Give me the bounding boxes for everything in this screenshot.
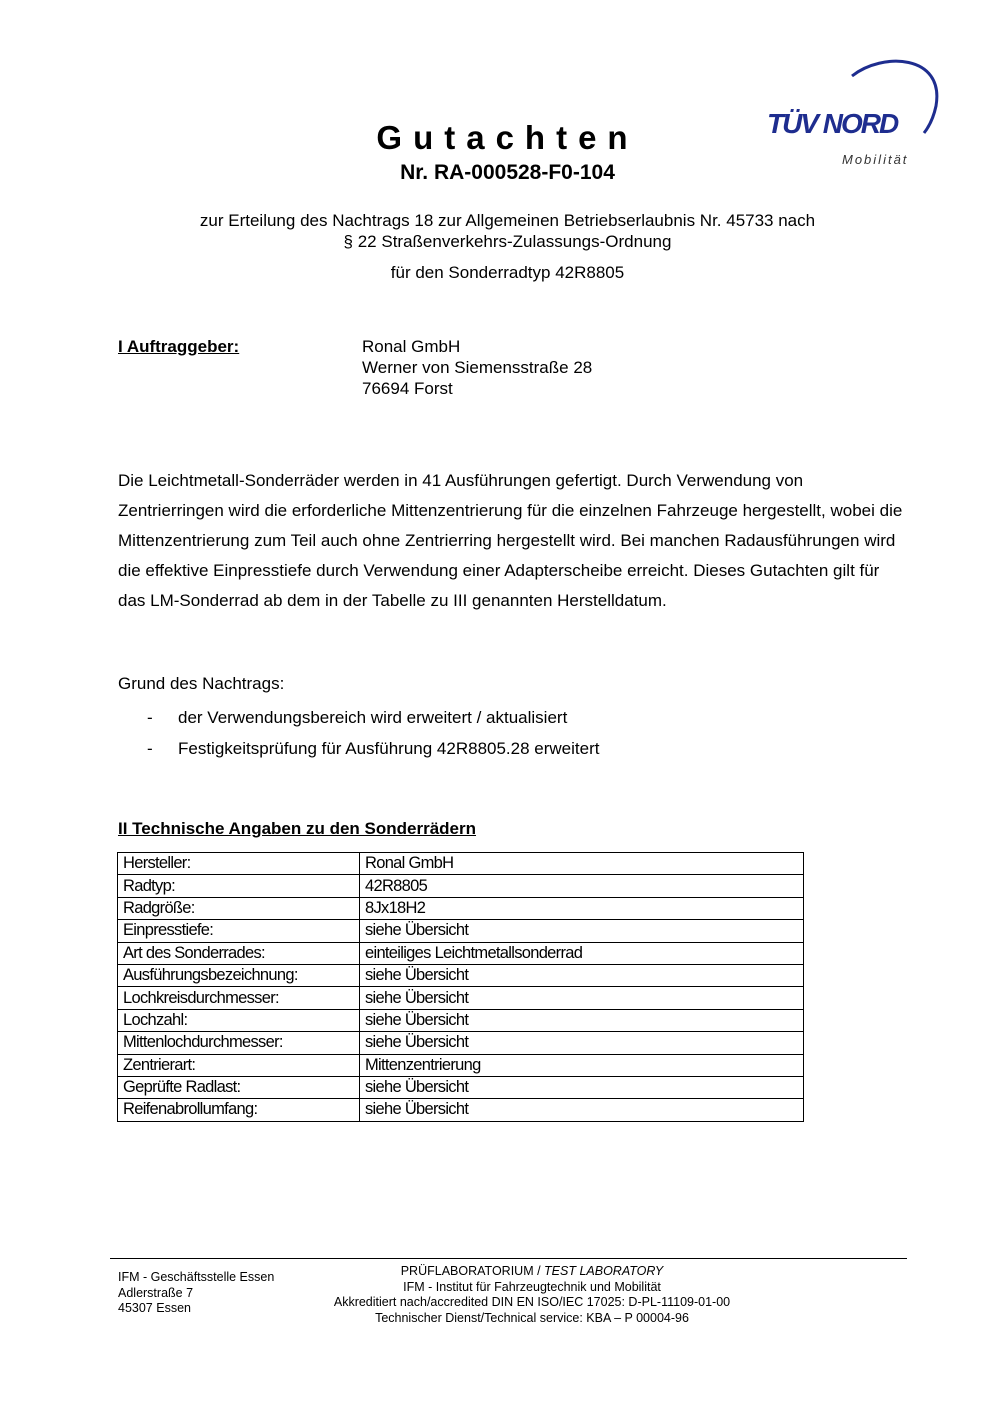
- tuv-nord-logo: [760, 56, 945, 171]
- table-value: siehe Übersicht: [360, 920, 804, 942]
- table-value: einteiliges Leichtmetallsonderrad: [360, 942, 804, 964]
- reason-text: der Verwendungsbereich wird erweitert / aktualisiert: [178, 708, 568, 727]
- table-key: Radgröße:: [118, 897, 360, 919]
- intro-line-1: zur Erteilung des Nachtrags 18 zur Allgemeinen Betriebserlaubnis Nr. 45733 nach: [199, 211, 816, 230]
- reason-heading: Grund des Nachtrags:: [118, 674, 285, 693]
- table-value: 8Jx18H2: [360, 897, 804, 919]
- intro-line-2: § 22 Straßenverkehrs-Zulassungs-Ordnung: [343, 232, 672, 251]
- description-paragraph: Die Leichtmetall-Sonderräder werden in 41 Ausführungen gefertigt. Durch Verwendung von Zentrierringen wird die erforderliche Mittenzentrierung für die einzelnen Fahrzeuge hergestellt, wobei die Mittenzentrierung zum Teil auch ohne Zentrierring hergestellt wird. Bei manchen Radausführungen wird die effektive Einpresstiefe durch Verwendung einer Adapterscheibe erreicht. Dieses Gutachten gilt für das LM-Sonderrad ab dem in der Tabelle zu III genannten Herstelldatum.: [118, 471, 903, 610]
- document-title: Gutachten: [376, 119, 639, 156]
- table-row: [118, 1099, 804, 1121]
- footer-city: 45307 Essen: [118, 1301, 191, 1315]
- table-row: [118, 875, 804, 897]
- table-key: Einpresstiefe:: [118, 920, 360, 942]
- table-row: [118, 1032, 804, 1054]
- list-item: [118, 733, 599, 764]
- client-city: 76694 Forst: [362, 379, 453, 398]
- client-address: [362, 336, 592, 399]
- client-label: I Auftraggeber:: [118, 337, 240, 356]
- intro-text: [0, 210, 993, 252]
- technical-heading: II Technische Angaben zu den Sonderrädern: [118, 819, 477, 838]
- table-row: [118, 964, 804, 986]
- table-row: [118, 853, 804, 875]
- list-dash: -: [147, 739, 153, 758]
- table-key: Mittenlochdurchmesser:: [118, 1032, 360, 1054]
- table-value: 42R8805: [360, 875, 804, 897]
- footer-institute: IFM - Institut für Fahrzeugtechnik und Mobilität: [403, 1279, 661, 1294]
- client-name: Ronal GmbH: [362, 337, 461, 356]
- footer-lab-line: [0, 1264, 993, 1280]
- table-key: Reifenabrollumfang:: [118, 1099, 360, 1121]
- technical-table: [117, 852, 804, 1122]
- logo-brand: TÜV NORD: [767, 108, 898, 139]
- table-value: siehe Übersicht: [360, 1099, 804, 1121]
- footer-lab-en: TEST LABORATORY: [544, 1264, 664, 1278]
- footer-service: Technischer Dienst/Technical service: KBA – P 00004-96: [375, 1310, 689, 1325]
- radtyp-line: für den Sonderradtyp 42R8805: [390, 263, 625, 282]
- table-row: [118, 1009, 804, 1031]
- table-value: Mittenzentrierung: [360, 1054, 804, 1076]
- table-row: [118, 1054, 804, 1076]
- table-value: siehe Übersicht: [360, 964, 804, 986]
- footer-lab-info: [0, 1264, 993, 1326]
- reason-list: [118, 702, 599, 764]
- reason-text: Festigkeitsprüfung für Ausführung 42R8805.28 erweitert: [178, 739, 600, 758]
- table-row: [118, 942, 804, 964]
- table-key: Art des Sonderrades:: [118, 942, 360, 964]
- footer-lab-de: PRÜFLABORATORIUM /: [400, 1264, 545, 1278]
- table-key: Zentrierart:: [118, 1054, 360, 1076]
- table-value: siehe Übersicht: [360, 1009, 804, 1031]
- table-row: [118, 897, 804, 919]
- table-value: siehe Übersicht: [360, 1032, 804, 1054]
- footer-street: Adlerstraße 7: [118, 1285, 194, 1300]
- table-row: [118, 1076, 804, 1098]
- table-value: siehe Übersicht: [360, 987, 804, 1009]
- footer-accreditation: Akkreditiert nach/accredited DIN EN ISO/IEC 17025: D-PL-11109-01-00: [333, 1295, 731, 1309]
- client-street: Werner von Siemensstraße 28: [362, 358, 593, 377]
- table-row: [118, 987, 804, 1009]
- table-value: siehe Übersicht: [360, 1076, 804, 1098]
- table-key: Hersteller:: [118, 853, 360, 875]
- logo-subtitle: Mobilität: [842, 152, 909, 167]
- table-value: Ronal GmbH: [360, 853, 804, 875]
- list-item: [118, 702, 599, 733]
- table-key: Lochzahl:: [118, 1009, 360, 1031]
- document-number: Nr. RA-000528-F0-104: [400, 161, 615, 184]
- table-key: Lochkreisdurchmesser:: [118, 987, 360, 1009]
- table-row: [118, 920, 804, 942]
- list-dash: -: [147, 708, 153, 727]
- footer-office: IFM - Geschäftsstelle Essen: [118, 1270, 275, 1284]
- table-key: Radtyp:: [118, 875, 360, 897]
- table-key: Ausführungsbezeichnung:: [118, 964, 360, 986]
- table-key: Geprüfte Radlast:: [118, 1076, 360, 1098]
- footer-divider: [110, 1258, 907, 1259]
